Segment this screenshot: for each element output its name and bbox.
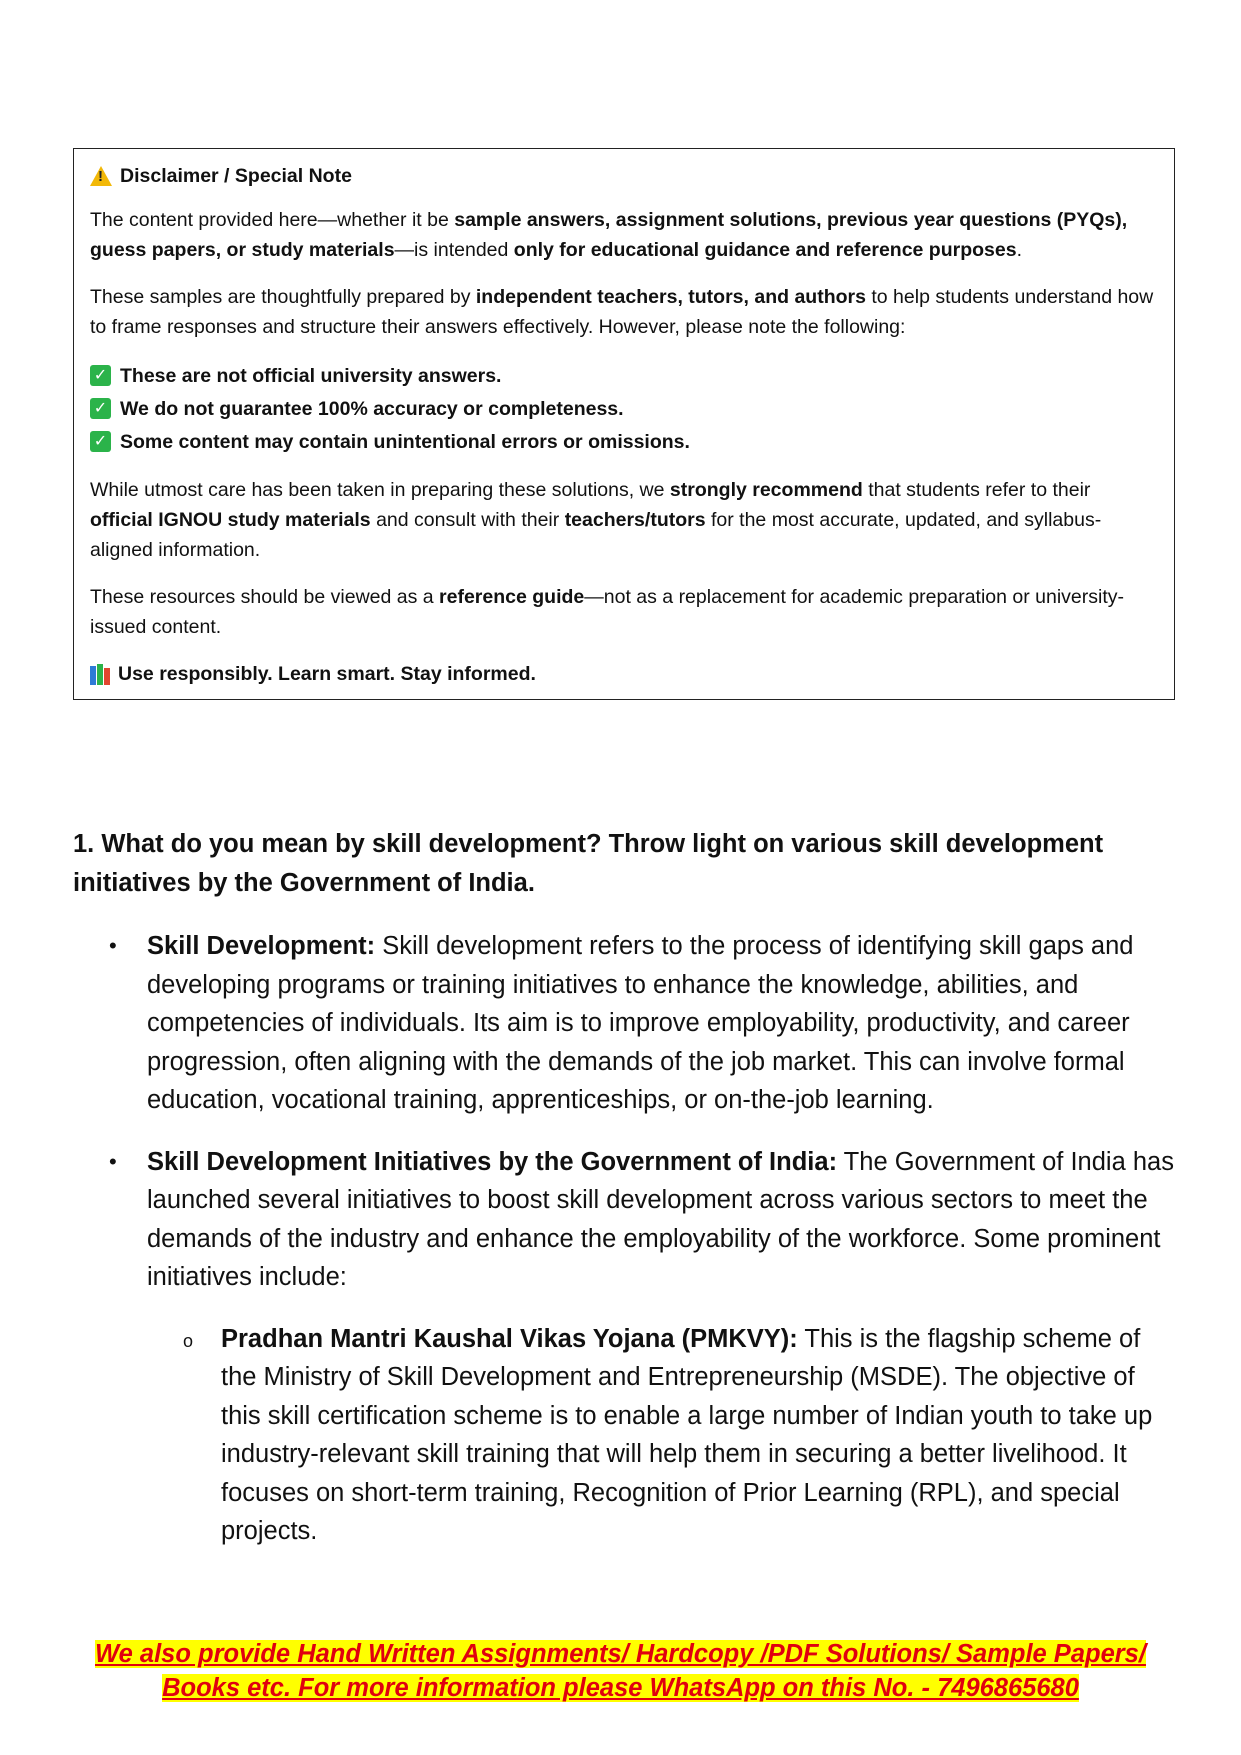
- initiative-list: [221, 1320, 1177, 1551]
- answer-bullet: [147, 927, 1177, 1120]
- answer-bullet: [147, 1143, 1177, 1551]
- disclaimer-paragraph-2: [90, 282, 1158, 342]
- disclaimer-paragraph-1: [90, 205, 1158, 265]
- check-item-label: We do not guarantee 100% accuracy or completeness.: [120, 397, 624, 420]
- bold-run: reference guide: [439, 586, 585, 608]
- initiative-text: This is the flagship scheme of the Ministry of Skill Development and Entrepreneurship (MSDE). The objective of this skill certification scheme is to enable a large number of Indian youth to take up industry-relevant skill training that will help them in securing a better livelihood. It focuses on short-term training, Recognition of Prior Learning (RPL), and special projects.: [221, 1324, 1153, 1545]
- check-item-label: These are not official university answers.: [120, 364, 502, 387]
- bullet-term: Skill Development Initiatives by the Government of India:: [147, 1147, 838, 1176]
- closing-text: Use responsibly. Learn smart. Stay informed.: [118, 663, 536, 685]
- books-icon: [90, 664, 110, 685]
- text-run: for the most accurate, updated, and syllabus-aligned information.: [90, 509, 1102, 561]
- bullet-text: The Government of India has launched several initiatives to boost skill development across various sectors to meet the demands of the industry and enhance the employability of the workforce. Some prominent initiatives include:: [147, 1147, 1174, 1291]
- bold-run: strongly recommend: [669, 479, 863, 501]
- disclaimer-paragraph-3: [90, 475, 1158, 565]
- warning-icon: [90, 166, 112, 186]
- text-run: and consult with their: [370, 509, 565, 531]
- check-mark-icon: ✓: [90, 398, 111, 419]
- bold-run: independent teachers, tutors, and authors: [475, 286, 866, 308]
- bold-run: official IGNOU study materials: [90, 509, 371, 531]
- check-item: [90, 359, 1158, 392]
- text-run: that students refer to their: [862, 479, 1091, 501]
- disclaimer-paragraph-4: [90, 582, 1158, 642]
- initiative-term: Pradhan Mantri Kaushal Vikas Yojana (PMKVY):: [221, 1324, 798, 1353]
- text-run: —is intended: [394, 239, 514, 261]
- text-run: to help students understand how to frame responses and structure their answers effectively. However, please note the following:: [90, 286, 1154, 338]
- initiative-item: [221, 1320, 1177, 1551]
- text-run: The content provided here—whether it be: [90, 209, 455, 231]
- bullet-term: Skill Development:: [147, 932, 376, 960]
- text-run: .: [1016, 239, 1023, 261]
- footer-line-1: We also provide Hand Written Assignments/ Hardcopy /PDF Solutions/ Sample Papers/: [95, 1640, 1146, 1668]
- text-run: —not as a replacement for academic preparation or university-issued content.: [90, 586, 1125, 638]
- bold-run: teachers/tutors: [564, 509, 706, 531]
- bullet-text: Skill development refers to the process of identifying skill gaps and developing programs or training initiatives to enhance the knowledge, abilities, and competencies of individuals. Its aim is to improve employability, productivity, and career progression, often aligning with the demands of the job market. This can involve formal education, vocational training, apprenticeships, or on-the-job learning.: [147, 932, 1134, 1114]
- footer-line-2: Books etc. For more information please WhatsApp on this No. - 7496865680: [162, 1674, 1079, 1702]
- bold-run: only for educational guidance and reference purposes: [513, 239, 1017, 261]
- text-run: These samples are thoughtfully prepared by: [90, 286, 476, 308]
- check-mark-icon: ✓: [90, 365, 111, 386]
- check-item: [90, 425, 1158, 458]
- promo-footer: [0, 1637, 1241, 1705]
- bold-run: sample answers, assignment solutions, previous year questions (PYQs), guess papers, or study materials: [90, 209, 1128, 261]
- text-run: While utmost care has been taken in preparing these solutions, we: [90, 479, 670, 501]
- check-list: [90, 359, 1158, 458]
- disclaimer-heading: [90, 161, 1158, 191]
- text-run: These resources should be viewed as a: [90, 586, 440, 608]
- check-mark-icon: ✓: [90, 431, 111, 452]
- answer-list: [147, 927, 1177, 1574]
- question-heading: 1. What do you mean by skill development? Throw light on various skill development initiatives by the Government of India.: [73, 830, 1104, 897]
- disclaimer-box: [73, 148, 1175, 700]
- check-item: [90, 392, 1158, 425]
- disclaimer-title: Disclaimer / Special Note: [120, 165, 352, 187]
- disclaimer-closing: [90, 659, 1158, 689]
- check-item-label: Some content may contain unintentional errors or omissions.: [120, 430, 690, 453]
